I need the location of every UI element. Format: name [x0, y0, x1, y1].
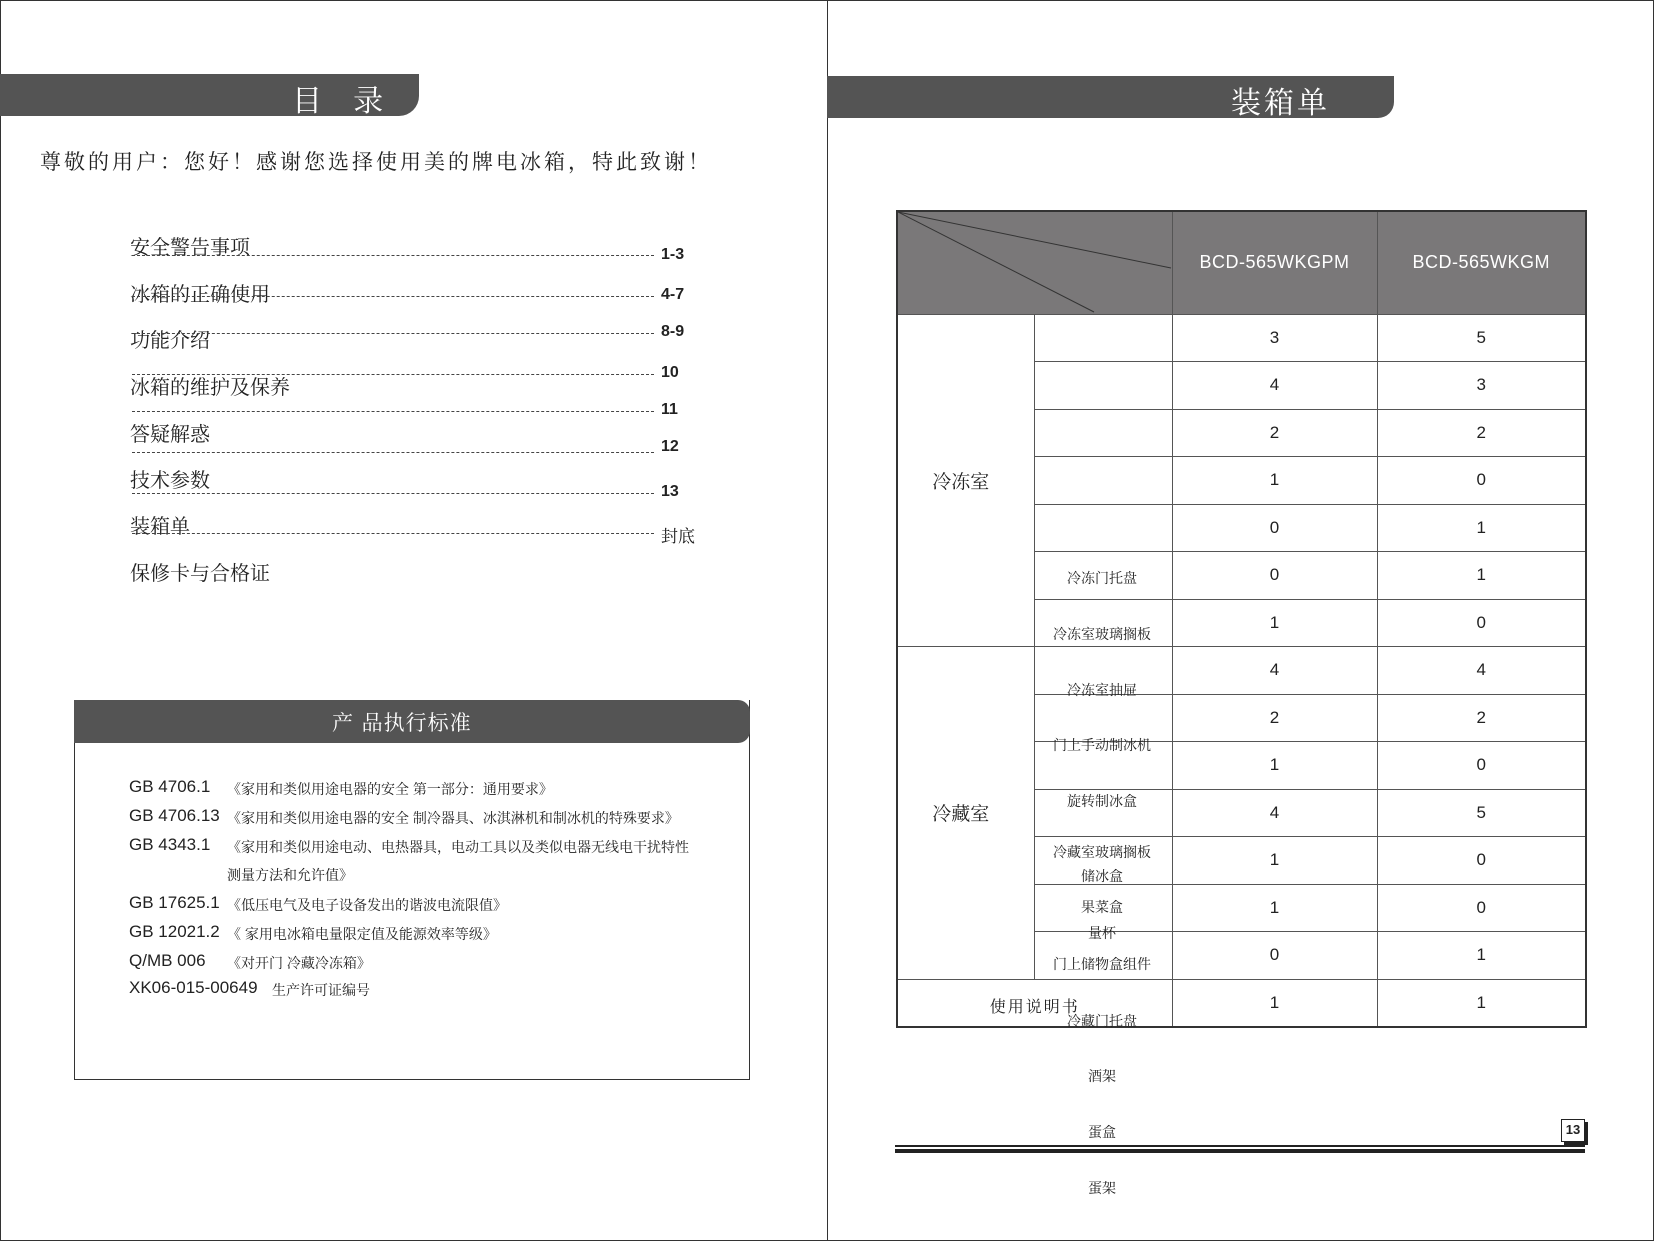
- table-row: [897, 314, 1586, 362]
- qty-cell: 0: [1377, 599, 1586, 647]
- toc-leader: [132, 411, 654, 412]
- item-label: 旋转制冰盒: [1067, 794, 1137, 810]
- qty-cell: 0: [1172, 552, 1377, 600]
- toc-leader: [132, 333, 654, 334]
- packing-title: 装箱单: [1231, 86, 1330, 121]
- section-manual: 使用说明书: [897, 979, 1172, 1027]
- qty-cell: 1: [1377, 979, 1586, 1027]
- toc-page-number: 10: [661, 364, 679, 381]
- toc-item[interactable]: 冰箱的维护及保养: [130, 375, 290, 399]
- toc-leader: [132, 296, 654, 297]
- standard-desc: 测量方法和允许值》: [227, 867, 353, 883]
- standard-code: GB 17625.1: [129, 893, 220, 912]
- qty-cell: 2: [1377, 694, 1586, 742]
- qty-cell: 4: [1172, 789, 1377, 837]
- standard-desc: 《家用和类似用途电器的安全 第一部分：通用要求》: [227, 781, 553, 797]
- table-row: [897, 979, 1586, 1027]
- toc-title: 目 录: [292, 84, 388, 119]
- toc-page-number: 11: [661, 401, 678, 418]
- qty-cell: 1: [1377, 504, 1586, 552]
- toc-leader: [132, 493, 654, 494]
- toc-item[interactable]: 答疑解惑: [130, 422, 210, 446]
- item-label: 果菜盒: [1081, 900, 1123, 916]
- item-label-ice-box: 储冰盒: [1081, 869, 1123, 885]
- toc-page-number: 封底: [661, 527, 695, 546]
- model-header: BCD-565WKGM: [1377, 211, 1586, 314]
- standard-code: Q/MB 006: [129, 951, 206, 970]
- standard-code: GB 4706.1: [129, 777, 211, 796]
- qty-cell: 5: [1377, 314, 1586, 362]
- section-freezer: 冷冻室: [897, 314, 1034, 647]
- standard-desc: 《家用和类似用途电器的安全 制冷器具、冰淇淋机和制冰机的特殊要求》: [227, 810, 679, 826]
- qty-cell: 1: [1172, 979, 1377, 1027]
- toc-page-number: 4-7: [661, 286, 685, 303]
- section-fridge: 冷藏室: [897, 647, 1034, 980]
- toc-item[interactable]: 保修卡与合格证: [130, 561, 270, 585]
- qty-cell: 4: [1172, 647, 1377, 695]
- standard-item: [129, 951, 371, 971]
- standard-item: [129, 922, 497, 942]
- standard-desc: 《家用和类似用途电动、电热器具，电动工具以及类似电器无线电干扰特性: [227, 839, 689, 855]
- item-label: 门上手动制冰机: [1053, 738, 1151, 754]
- qty-cell: 5: [1377, 789, 1586, 837]
- standard-item: [129, 777, 553, 797]
- greeting: 尊敬的用户：您好！感谢您选择使用美的牌电冰箱，特此致谢！: [40, 150, 712, 174]
- qty-cell: 4: [1377, 647, 1586, 695]
- standards-header-bar: [74, 700, 750, 743]
- toc-page-number: 1-3: [661, 246, 685, 263]
- table-header-row: [897, 211, 1586, 314]
- toc-page-number: 12: [661, 438, 679, 455]
- toc-leader: [132, 452, 654, 453]
- qty-cell: 0: [1377, 742, 1586, 790]
- standard-code: XK06-015-00649: [129, 978, 258, 997]
- qty-cell: 2: [1377, 409, 1586, 457]
- qty-cell: 2: [1172, 694, 1377, 742]
- item-label: 蛋架: [1088, 1181, 1116, 1197]
- diagonal-lines: [898, 212, 1173, 315]
- toc-item[interactable]: 安全警告事项: [130, 235, 250, 259]
- model-header: BCD-565WKGPM: [1172, 211, 1377, 314]
- standard-code: GB 4343.1: [129, 835, 211, 854]
- standard-code: GB 4706.13: [129, 806, 220, 825]
- qty-cell: 0: [1172, 932, 1377, 980]
- standard-desc: 生产许可证编号: [272, 982, 370, 998]
- standard-code: GB 12021.2: [129, 922, 220, 941]
- qty-cell: 1: [1172, 457, 1377, 505]
- standard-item: [129, 806, 679, 826]
- qty-cell: 3: [1172, 314, 1377, 362]
- table-row: [897, 647, 1586, 695]
- standards-box: [74, 700, 750, 1080]
- standard-desc: 《低压电气及电子设备发出的谐波电流限值》: [227, 897, 507, 913]
- toc-item[interactable]: 冰箱的正确使用: [130, 282, 270, 306]
- standard-desc: 《对开门 冷藏冷冻箱》: [227, 955, 371, 971]
- toc-header-bar: [0, 74, 419, 119]
- qty-cell: 4: [1172, 362, 1377, 410]
- item-label: 冷冻门托盘: [1067, 571, 1137, 587]
- item-label: 冷冻室抽屉: [1067, 683, 1137, 699]
- qty-cell: 1: [1172, 599, 1377, 647]
- toc-item[interactable]: 技术参数: [130, 468, 210, 492]
- qty-cell: 3: [1377, 362, 1586, 410]
- qty-cell: 1: [1377, 552, 1586, 600]
- standard-item: [129, 893, 507, 913]
- standards-title: 产 品执行标准: [332, 711, 472, 735]
- page-number-box: 13: [1561, 1119, 1585, 1142]
- footer-rule: [895, 1145, 1585, 1147]
- qty-cell: 2: [1172, 409, 1377, 457]
- qty-cell: 0: [1377, 837, 1586, 885]
- qty-cell: 1: [1172, 742, 1377, 790]
- footer-rule-thick: [895, 1149, 1585, 1153]
- item-label: 冷冻室玻璃搁板: [1053, 627, 1151, 643]
- packing-table: [896, 210, 1587, 1028]
- qty-cell: 1: [1172, 837, 1377, 885]
- toc-leader: [132, 255, 654, 256]
- standard-desc: 《 家用电冰箱电量限定值及能源效率等级》: [227, 926, 497, 942]
- toc-page-number: 13: [661, 483, 679, 500]
- item-label: 冷藏室玻璃搁板: [1053, 845, 1151, 861]
- qty-cell: 1: [1172, 884, 1377, 932]
- item-label: 门上储物盒组件: [1053, 957, 1151, 973]
- item-label-measuring-cup: 量杯: [1088, 926, 1116, 942]
- toc-leader: [132, 533, 654, 534]
- qty-cell: 0: [1377, 884, 1586, 932]
- qty-cell: 0: [1172, 504, 1377, 552]
- toc-leader: [132, 374, 654, 375]
- item-label: 蛋盒: [1088, 1125, 1116, 1141]
- toc-item[interactable]: 功能介绍: [130, 328, 210, 352]
- standard-item: [129, 835, 689, 855]
- packing-header-bar: [827, 76, 1394, 121]
- qty-cell: 1: [1377, 932, 1586, 980]
- qty-cell: 0: [1377, 457, 1586, 505]
- diagonal-header-cell: [897, 211, 1172, 314]
- standard-item: [129, 978, 370, 998]
- toc-item[interactable]: 装箱单: [130, 514, 190, 538]
- item-label: 酒架: [1088, 1069, 1116, 1085]
- item-label: 冷藏门托盘: [1067, 1014, 1137, 1030]
- toc-page-number: 8-9: [661, 323, 685, 340]
